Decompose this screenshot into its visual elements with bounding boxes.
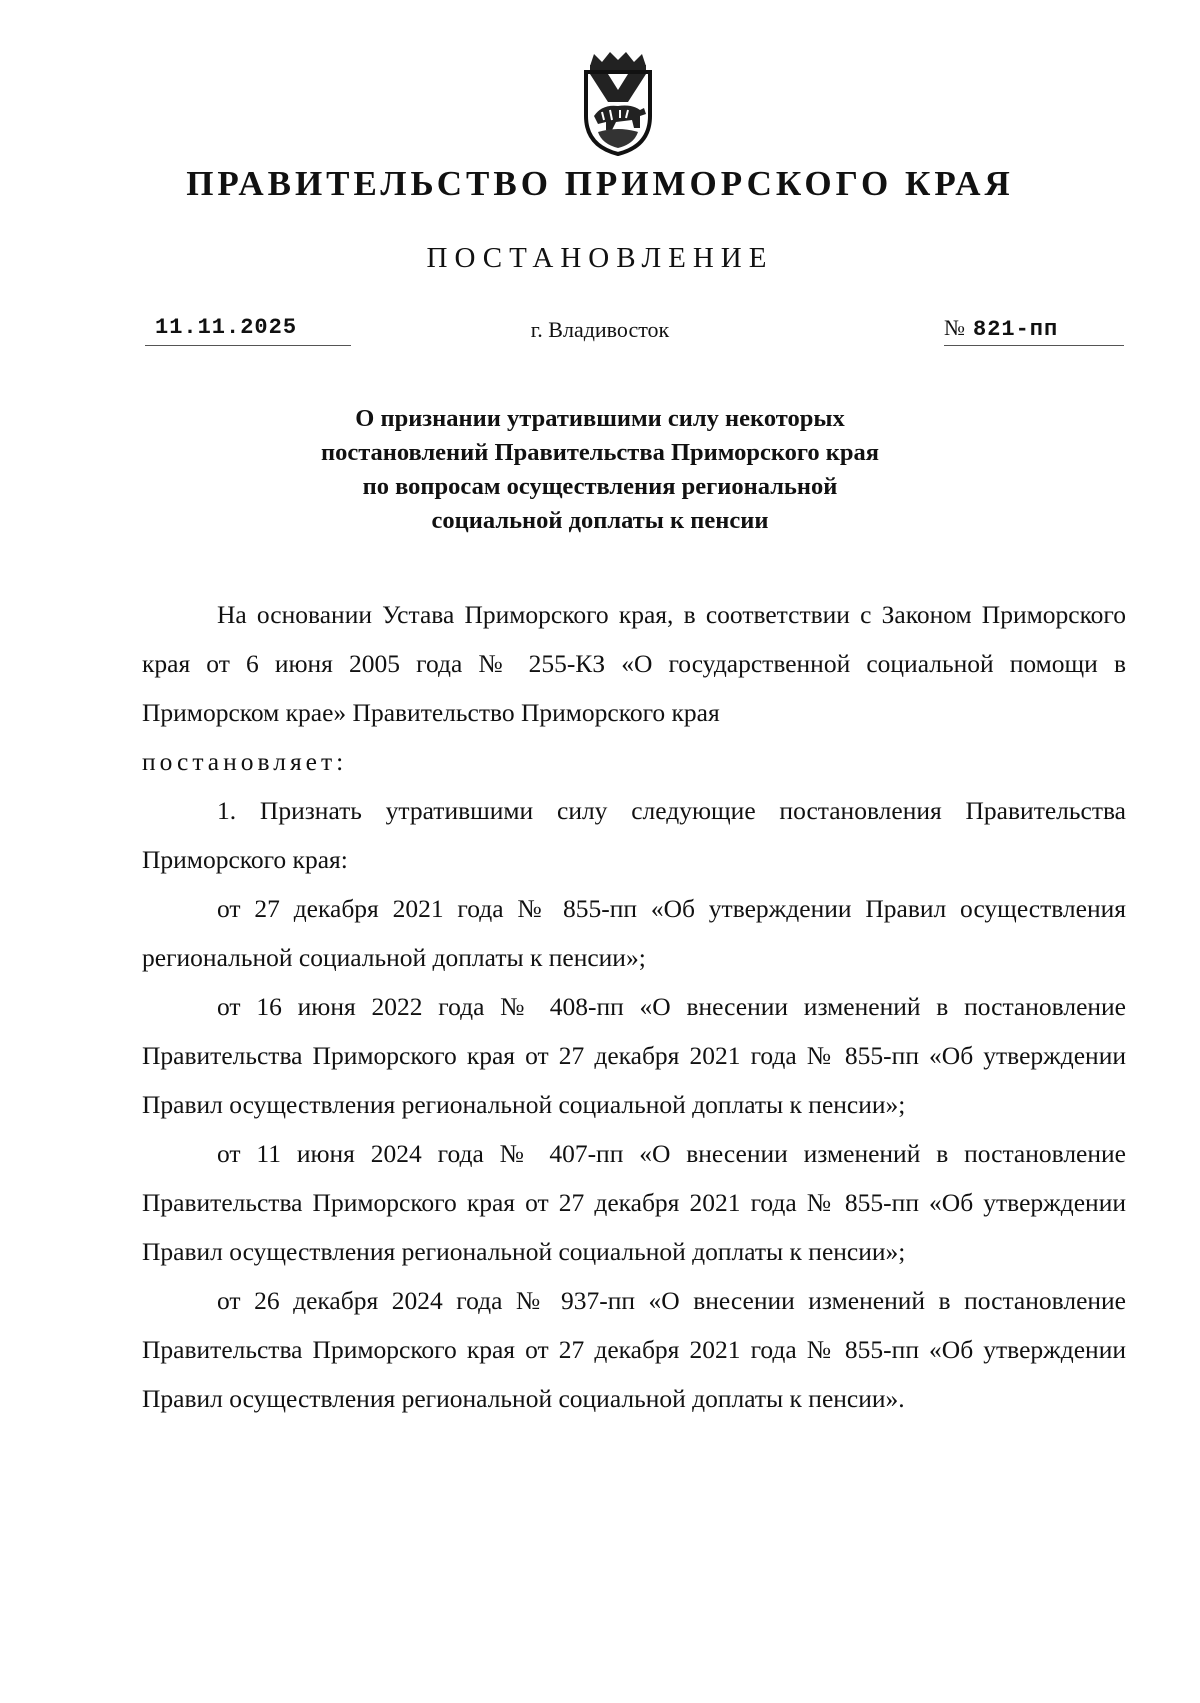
- document-city: г. Владивосток: [530, 317, 670, 342]
- repealed-item: от 16 июня 2022 года № 408-пп «О внесении изменений в постановление Правительства Приморского края от 27 декабря 2021 года № 855-пп «Об утверждении Правил осуществления региональной социальной доплаты к пенсии»;: [142, 992, 1126, 1119]
- repealed-item: от 27 декабря 2021 года № 855-пп «Об утверждении Правил осуществления региональной социальной доплаты к пенсии»;: [142, 894, 1126, 972]
- document-number: 821-пп: [973, 317, 1059, 342]
- repealed-item: от 26 декабря 2024 года № 937-пп «О внесении изменений в постановление Правительства Приморского края от 27 декабря 2021 года № 855-пп «Об утверждении Правил осуществления региональной социальной доплаты к пенсии».: [142, 1286, 1126, 1413]
- heading-line: по вопросам осуществления региональной: [362, 473, 838, 500]
- number-sign: №: [944, 315, 965, 340]
- primorsky-coat-of-arms-icon: [568, 50, 668, 158]
- document-meta-row: [0, 315, 1200, 355]
- heading-line: постановлений Правительства Приморского края: [320, 439, 880, 466]
- document-heading: [200, 402, 1000, 538]
- heading-line: О признании утратившими силу некоторых: [355, 405, 845, 432]
- repealed-item: от 11 июня 2024 года № 407-пп «О внесении изменений в постановление Правительства Приморского края от 27 декабря 2021 года № 855-пп «Об утверждении Правил осуществления региональной социальной доплаты к пенсии»;: [142, 1139, 1126, 1266]
- resolves-word: постановляет:: [142, 747, 348, 776]
- document-date: 11.11.2025: [145, 315, 351, 346]
- preamble-paragraph: На основании Устава Приморского края, в соответствии с Законом Приморского края от 6 июня 2005 года № 255-КЗ «О государственной социальной помощи в Приморском крае» Правительство Приморского края: [142, 600, 1126, 727]
- document-body: [142, 590, 1126, 1423]
- item-1-intro: 1. Признать утратившими силу следующие постановления Правительства Приморского края:: [142, 796, 1126, 874]
- document-number-field: [944, 315, 1124, 346]
- government-title: ПРАВИТЕЛЬСТВО ПРИМОРСКОГО КРАЯ: [186, 164, 1014, 203]
- heading-line: социальной доплаты к пенсии: [431, 507, 769, 534]
- document-type: ПОСТАНОВЛЕНИЕ: [426, 242, 774, 274]
